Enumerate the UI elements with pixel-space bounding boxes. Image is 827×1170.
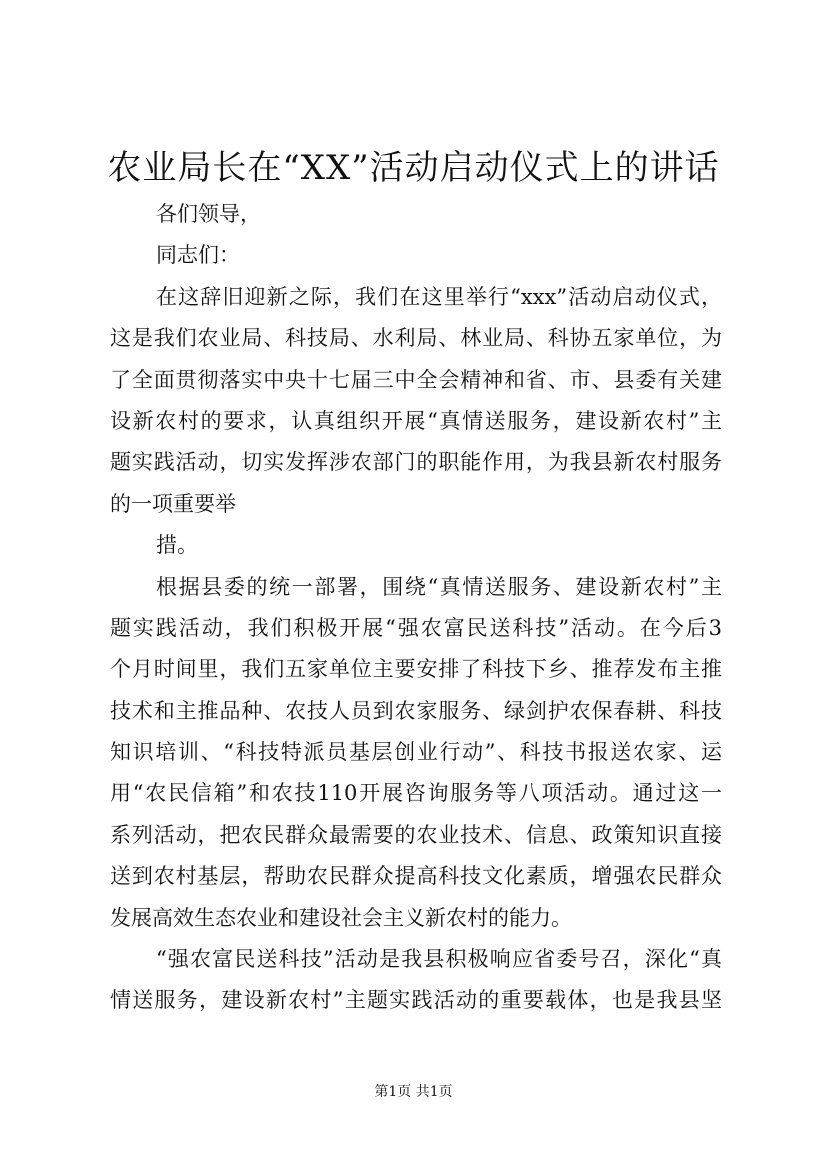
document-body	[110, 194, 722, 1022]
paragraph-line: 题实践活动，切实发挥涉农部门的职能作用，为我县新农村服务	[110, 450, 722, 475]
paragraph-line: 措。	[156, 533, 198, 558]
paragraph-line: 发展高效生态农业和建设社会主义新农村的能力。	[110, 905, 572, 930]
paragraph-line: “强农富民送科技”活动是我县积极响应省委号召，深化“真	[156, 947, 722, 972]
paragraph-line: 个月时间里，我们五家单位主要安排了科技下乡、推荐发布主推	[110, 657, 722, 682]
paragraph-line: 情送服务，建设新农村”主题实践活动的重要载体，也是我县坚	[110, 988, 722, 1013]
paragraph-line: 了全面贯彻落实中央十七届三中全会精神和省、市、县委有关建	[110, 367, 722, 392]
paragraph-line: 题实践活动，我们积极开展“强农富民送科技”活动。在今后3	[110, 615, 722, 640]
salutation-line: 各们领导，	[156, 202, 261, 226]
paragraph-line: 知识培训、“科技特派员基层创业行动”、科技书报送农家、运	[110, 740, 722, 765]
paragraph-line: 送到农村基层，帮助农民群众提高科技文化素质，增强农民群众	[110, 864, 722, 889]
salutation-line: 同志们：	[156, 243, 240, 268]
document-title: 农业局长在“XX”活动启动仪式上的讲话	[107, 148, 720, 188]
paragraph-line: 的一项重要举	[110, 491, 236, 516]
paragraph-line: 根据县委的统一部署，围绕“真情送服务、建设新农村”主	[156, 574, 722, 599]
paragraph-line: 这是我们农业局、科技局、水利局、林业局、科协五家单位，为	[110, 326, 722, 351]
paragraph-line: 设新农村的要求，认真组织开展“真情送服务，建设新农村”主	[110, 408, 722, 433]
paragraph-line: 系列活动，把农民群众最需要的农业技术、信息、政策知识直接	[110, 822, 722, 847]
paragraph-line: 技术和主推品种、农技人员到农家服务、绿剑护农保春耕、科技	[110, 698, 722, 723]
paragraph-line: 用“农民信箱”和农技110开展咨询服务等八项活动。通过这一	[110, 781, 722, 806]
page-footer: 第1页 共1页	[374, 1084, 453, 1100]
paragraph-line: 在这辞旧迎新之际，我们在这里举行“xxx”活动启动仪式，	[156, 284, 722, 309]
